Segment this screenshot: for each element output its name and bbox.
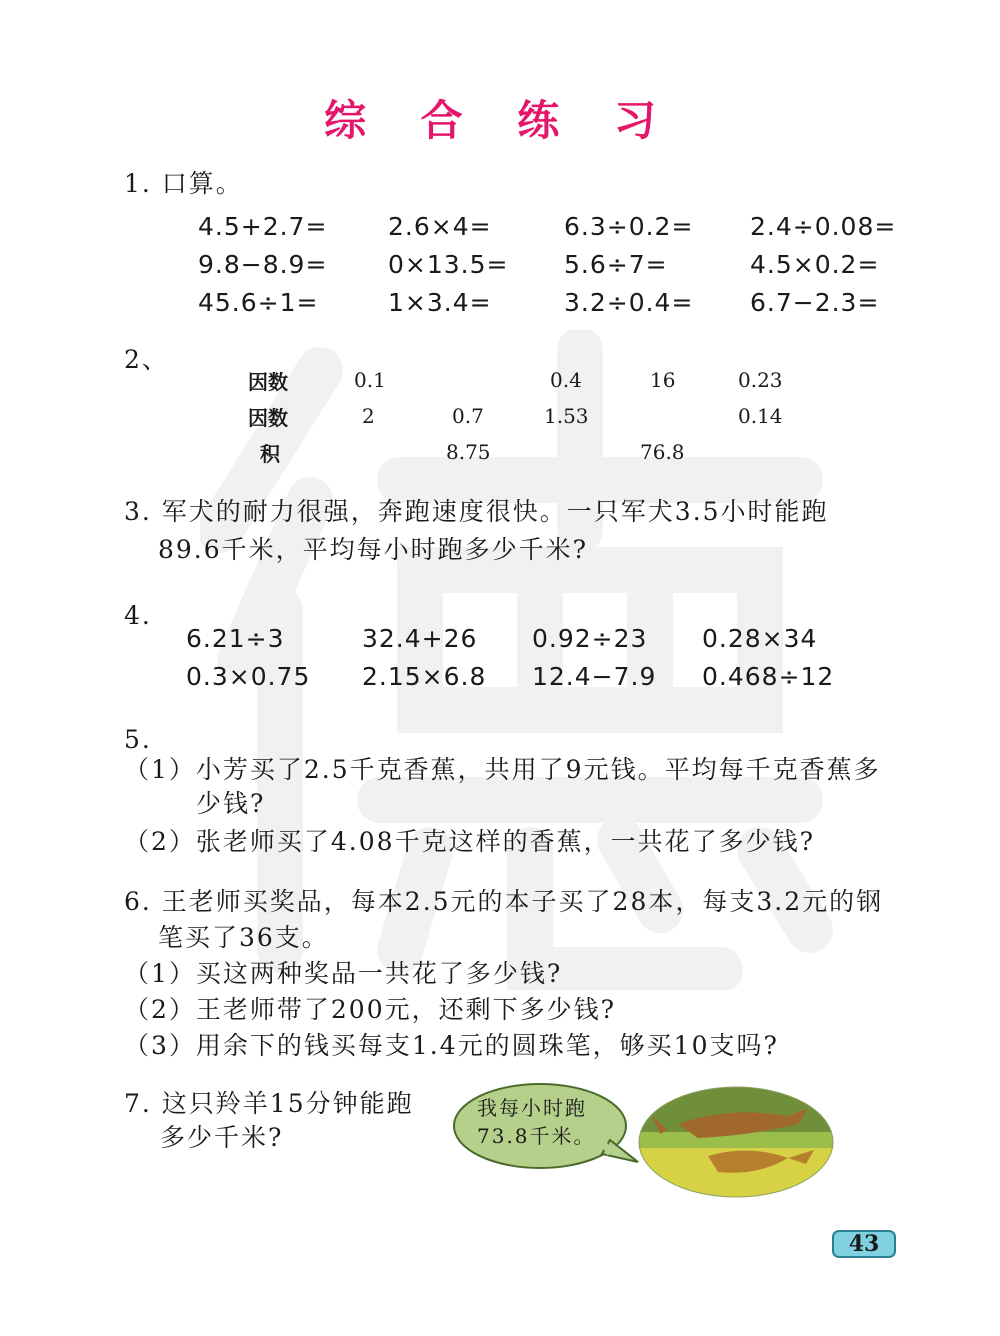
table-cell: 8.75 — [446, 440, 491, 464]
table-cell: 0.23 — [738, 368, 783, 392]
table-cell: 0.4 — [550, 368, 582, 392]
q1-expr: 3.2÷0.4= — [564, 288, 694, 317]
q5-part: （2）张老师买了4.08千克这样的香蕉，一共花了多少钱? — [124, 827, 815, 856]
q1-expr: 6.3÷0.2= — [564, 212, 694, 241]
q1-expr: 45.6÷1= — [198, 288, 319, 317]
table-cell: 2 — [362, 404, 375, 428]
q6-part: （2）王老师带了200元，还剩下多少钱? — [124, 995, 617, 1024]
table-row-label: 因数 — [248, 370, 288, 394]
page-title: 综 合 练 习 — [324, 96, 676, 145]
q1-expr: 9.8−8.9= — [198, 250, 328, 279]
q4-expr: 12.4−7.9 — [532, 662, 657, 691]
q6-part: （1）买这两种奖品一共花了多少钱? — [124, 959, 563, 988]
q4-expr: 0.28×34 — [702, 624, 818, 653]
q6-text: 6. 王老师买奖品，每本2.5元的本子买了28本，每支3.2元的钢 — [124, 887, 884, 916]
q1-expr: 5.6÷7= — [564, 250, 668, 279]
q5-part: 少钱? — [196, 789, 266, 818]
q6-part: （3）用余下的钱买每支1.4元的圆珠笔，够买10支吗? — [124, 1031, 779, 1060]
q4-expr: 0.468÷12 — [702, 662, 835, 691]
q4-expr: 32.4+26 — [362, 624, 478, 653]
table-row-label: 积 — [260, 442, 280, 466]
q4-expr: 0.3×0.75 — [186, 662, 311, 691]
q7-text: 多少千米? — [160, 1123, 284, 1152]
table-cell: 16 — [650, 368, 676, 392]
q7-text: 7. 这只羚羊15分钟能跑 — [124, 1089, 414, 1118]
q1-expr: 0×13.5= — [388, 250, 509, 279]
page-number: 43 — [848, 1231, 880, 1257]
q1-expr: 4.5+2.7= — [198, 212, 328, 241]
q1-expr: 1×3.4= — [388, 288, 492, 317]
table-cell: 76.8 — [640, 440, 685, 464]
q4-label: 4. — [124, 601, 152, 630]
q4-expr: 2.15×6.8 — [362, 662, 487, 691]
q6-text: 笔买了36支。 — [158, 923, 329, 952]
antelope-illustration — [638, 1086, 834, 1198]
bubble-text — [477, 1094, 596, 1150]
q1-expr: 6.7−2.3= — [750, 288, 880, 317]
q1-label: 1. 口算。 — [124, 169, 243, 198]
q2-label: 2、 — [124, 345, 169, 374]
q1-expr: 4.5×0.2= — [750, 250, 880, 279]
q1-expr: 2.6×4= — [388, 212, 492, 241]
table-cell: 1.53 — [544, 404, 589, 428]
q4-expr: 0.92÷23 — [532, 624, 648, 653]
q3-text: 3. 军犬的耐力很强，奔跑速度很快。一只军犬3.5小时能跑 — [124, 497, 829, 526]
bubble-line: 我每小时跑 — [477, 1096, 587, 1120]
q5-part: （1）小芳买了2.5千克香蕉，共用了9元钱。平均每千克香蕉多 — [124, 755, 881, 784]
table-cell: 0.14 — [738, 404, 783, 428]
table-row-label: 因数 — [248, 406, 288, 430]
table-cell: 0.7 — [452, 404, 484, 428]
q1-expr: 2.4÷0.08= — [750, 212, 897, 241]
q4-expr: 6.21÷3 — [186, 624, 285, 653]
q3-text: 89.6千米，平均每小时跑多少千米? — [158, 535, 589, 564]
table-cell: 0.1 — [354, 368, 386, 392]
q5-label: 5. — [124, 725, 152, 754]
bubble-line: 73.8千米。 — [477, 1124, 596, 1148]
